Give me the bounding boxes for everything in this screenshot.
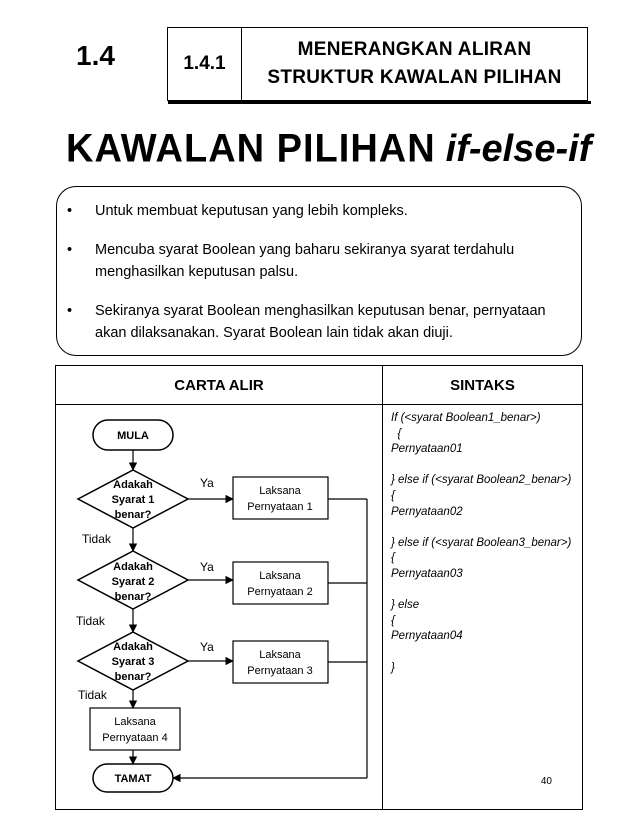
decision-3-line2: Syarat 3 — [111, 656, 155, 668]
table-header-flowchart: CARTA ALIR — [174, 376, 264, 394]
bullet-text: Untuk membuat keputusan yang lebih kompleks. — [95, 203, 408, 219]
decision-2-line2: Syarat 2 — [111, 576, 155, 588]
code-line: } else if (<syarat Boolean3_benar>) — [391, 536, 572, 549]
code-line: } else — [391, 599, 420, 612]
yes-label-3: Ya — [200, 640, 214, 654]
decision-1-line2: Syarat 1 — [111, 494, 155, 506]
code-line: { — [391, 427, 402, 440]
section-title-line2: STRUKTUR KAWALAN PILIHAN — [267, 67, 562, 88]
code-line: { — [391, 552, 395, 565]
page-number: 40 — [540, 776, 552, 787]
yes-label-2: Ya — [200, 560, 214, 574]
code-line: Pernyataan04 — [391, 630, 463, 643]
decision-2-line1: Adakah — [113, 561, 153, 573]
code-line: { — [391, 489, 395, 502]
action-3-line2: Pernyataan 3 — [247, 665, 313, 677]
start-label: MULA — [117, 430, 149, 442]
action-4-line1: Laksana — [114, 716, 156, 728]
code-line: } else if (<syarat Boolean2_benar>) — [391, 474, 572, 487]
bullet-symbol: • — [67, 203, 73, 219]
page-title-keyword: if-else-if — [445, 128, 592, 170]
yes-label-1: Ya — [200, 476, 214, 490]
subsection-number: 1.4.1 — [168, 28, 242, 100]
bullet-text: Mencuba syarat Boolean yang baharu sekiranya syarat terdahulu menghasilkan keputusan palsu. — [95, 242, 515, 280]
table-header-syntax: SINTAKS — [450, 376, 515, 394]
no-label-2: Tidak — [76, 614, 105, 628]
bullet-symbol: • — [67, 303, 73, 319]
no-label-1: Tidak — [82, 532, 111, 546]
page-title-main: KAWALAN PILIHAN — [66, 126, 436, 172]
decision-3-line3: benar? — [114, 671, 152, 683]
code-line: Pernyataan01 — [391, 443, 463, 456]
action-2-line2: Pernyataan 2 — [247, 586, 313, 598]
code-line: { — [391, 614, 395, 627]
code-line: } — [391, 661, 395, 674]
section-title-line1: MENERANGKAN ALIRAN — [297, 39, 532, 60]
action-1-line1: Laksana — [259, 485, 301, 497]
bullet-symbol: • — [67, 242, 73, 258]
bullet-text: Sekiranya syarat Boolean menghasilkan keputusan benar, pernyataan akan dilaksanakan. Syarat Boolean lain tidak akan diuji. — [95, 303, 546, 341]
code-line: If (<syarat Boolean1_benar>) — [391, 412, 541, 424]
decision-1-line1: Adakah — [113, 479, 153, 491]
decision-3-line1: Adakah — [113, 641, 153, 653]
no-label-3: Tidak — [78, 688, 107, 702]
section-number: 1.4 — [76, 40, 115, 71]
action-2-line1: Laksana — [259, 570, 301, 582]
action-4-line2: Pernyataan 4 — [102, 732, 168, 744]
end-label: TAMAT — [114, 773, 152, 785]
code-line: Pernyataan02 — [391, 505, 463, 518]
decision-1-line3: benar? — [114, 509, 152, 521]
action-3-line1: Laksana — [259, 649, 301, 661]
action-1-line2: Pernyataan 1 — [247, 501, 313, 513]
decision-2-line3: benar? — [114, 591, 152, 603]
code-line: Pernyataan03 — [391, 567, 463, 580]
